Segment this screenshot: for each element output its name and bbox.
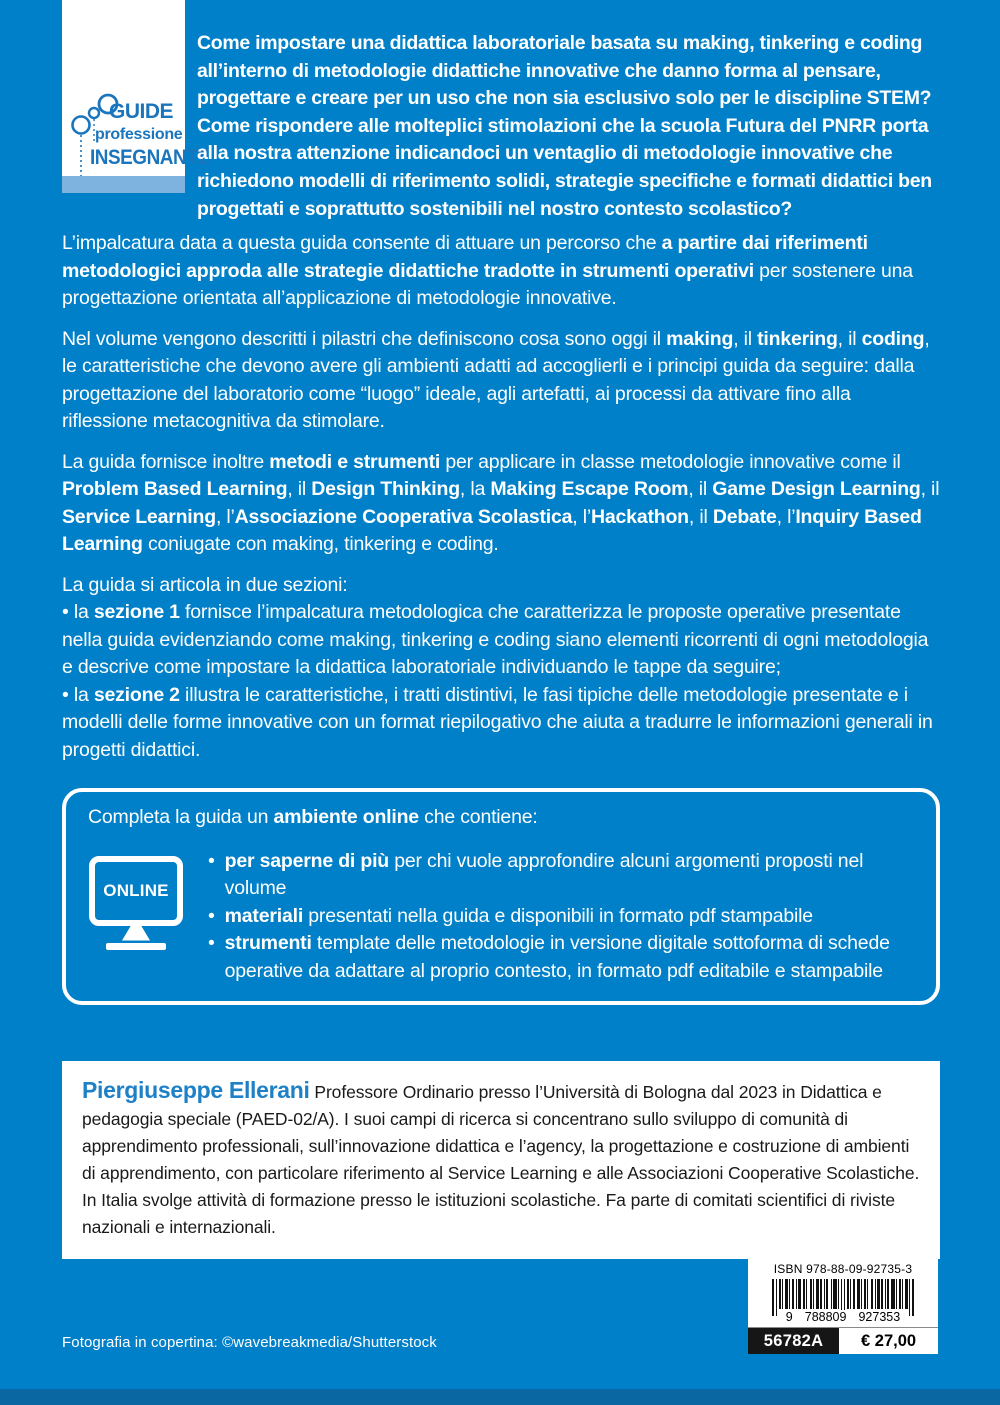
barcode-digits [748,1310,938,1324]
online-label: ONLINE [103,880,169,900]
paragraph-pilastri: Nel volume vengono descritti i pilastri che definiscono cosa sono oggi il making, il tinkering, il coding, le caratteristiche che devono avere gli ambienti adatti ad accoglierli e i principi guida da seguire: dalla progettazione del laboratorio come “luogo” ideale, agli artefatti, ai processi da attivare fino alla riflessione metacognitiva da stimolare. [62,327,930,432]
online-bullet-3 [208,930,914,985]
sections-item-2: • la sezione 2 illustra le caratteristiche, i tratti distintivi, le fasi tipiche delle metodologie presentate e i modelli delle forme innovative con un format riepilogativo che aiuta a tradurre le informazioni generali in progetti didattici. [62,683,933,761]
isbn-label: ISBN 978-88-09-92735-3 [773,1262,913,1276]
sections-list [62,572,940,765]
sections-item-1: • la sezione 1 fornisce l’impalcatura metodologica che caratterizza le proposte operative presentate nella guida evidenziando come making, tinkering e coding siano elementi ricorrenti di ogni metodologia e descrive come impostare la didattica laboratoriale individuando le tappe da seguire; [62,601,929,678]
monitor-base [106,943,166,950]
monitor-screen [89,856,183,926]
barcode-digit-group: 788809 [804,1310,847,1324]
price-label: € 27,00 [861,1331,917,1350]
monitor-stand [122,926,150,941]
online-bullet-1-text: per saperne di più per chi vuole approfondire alcuni argomenti proposti nel volume [224,849,864,899]
bottom-dark-strip [0,1389,1000,1405]
online-bullet-2 [208,903,914,931]
online-box-heading: Completa la guida un ambiente online che contiene: [88,806,538,828]
online-monitor-icon [88,848,184,950]
online-bullet-2-text: materiali presentati nella guida e disponibili in formato pdf stampabile [224,904,813,927]
barcode-digit-group: 9 [785,1310,793,1324]
bullet-dot-icon: • [208,932,215,954]
barcode-panel [748,1257,938,1354]
code-price-row [748,1327,938,1354]
paragraph-impalcatura: L’impalcatura data a questa guida consente di attuare un percorso che a partire dai riferimenti metodologici approda alle strategie didattiche tradotte in strumenti operativi per sostenere una progettazione orientata all’applicazione di metodologie innovative. [62,232,913,309]
badge-guide-label: GUIDE [109,100,174,123]
cover-photo-credit: Fotografia in copertina: ©wavebreakmedia/Shutterstock [62,1334,437,1351]
online-bullet-list [208,848,914,986]
online-bullet-3-text: strumenti template delle metodologie in versione digitale sottoforma di schede operative da adattare al proprio contesto, in formato pdf editabile e stampabile [224,932,890,982]
bullet-dot-icon: • [208,849,215,872]
author-bio-text: Piergiuseppe Ellerani Professore Ordinario presso l’Università di Bologna dal 2023 in Didattica e pedagogia speciale (PAED-02/A). I suoi campi di ricerca si concentrano sullo sviluppo di comunità di apprendimento professionali, sull’innovazione didattica e l’agency, la progettazione e costruzione di ambienti di apprendimento, con particolare riferimento al Service Learning e alle Associazioni Cooperative Scolastiche. In Italia svolge attività di formazione presso le istituzioni scolastiche. Fa parte di comitati scientifici di riviste nazionali e internazionali. [82,1077,920,1237]
paragraph-metodi: La guida fornisce inoltre metodi e strumenti per applicare in classe metodologie innovative come il Problem Based Learning, il Design Thinking, la Making Escape Room, il Game Design Learning, il Service Learning, l’Associazione Cooperativa Scolastica, l’Hackathon, il Debate, l’Inquiry Based Learning coniugate con making, tinkering e coding. [62,450,940,555]
barcode-digit-group: 927353 [858,1310,901,1324]
intro-text: Come impostare una didattica laboratoriale basata su making, tinkering e coding all’interno di metodologie didattiche innovative che danno forma al pensare, progettare e creare per un uso che non sia esclusivo solo per le discipline STEM? Come rispondere alle molteplici stimolazioni che la scuola Futura del PNRR porta alla nostra attenzione indicandoci un ventaglio di metodologie innovative che richiedono modelli di riferimento solidi, strategie specifiche e formati didattici ben progettati e soprattutto sostenibili nel nostro contesto scolastico? [197,32,932,220]
sections-lead: La guida si articola in due sezioni: [62,573,348,596]
author-bio-box [62,1061,940,1259]
badge-professione-label: professione [95,126,183,143]
badge-insegnante-label: INSEGNANTE [90,146,210,169]
bullet-dot-icon: • [208,904,215,927]
online-box [62,788,940,1005]
body-content [62,230,940,1259]
publisher-badge [62,0,210,193]
online-bullet-1 [208,848,914,903]
online-box-row [88,848,914,986]
badge-light-strip [62,176,185,193]
publisher-code: 56782A [748,1328,839,1354]
